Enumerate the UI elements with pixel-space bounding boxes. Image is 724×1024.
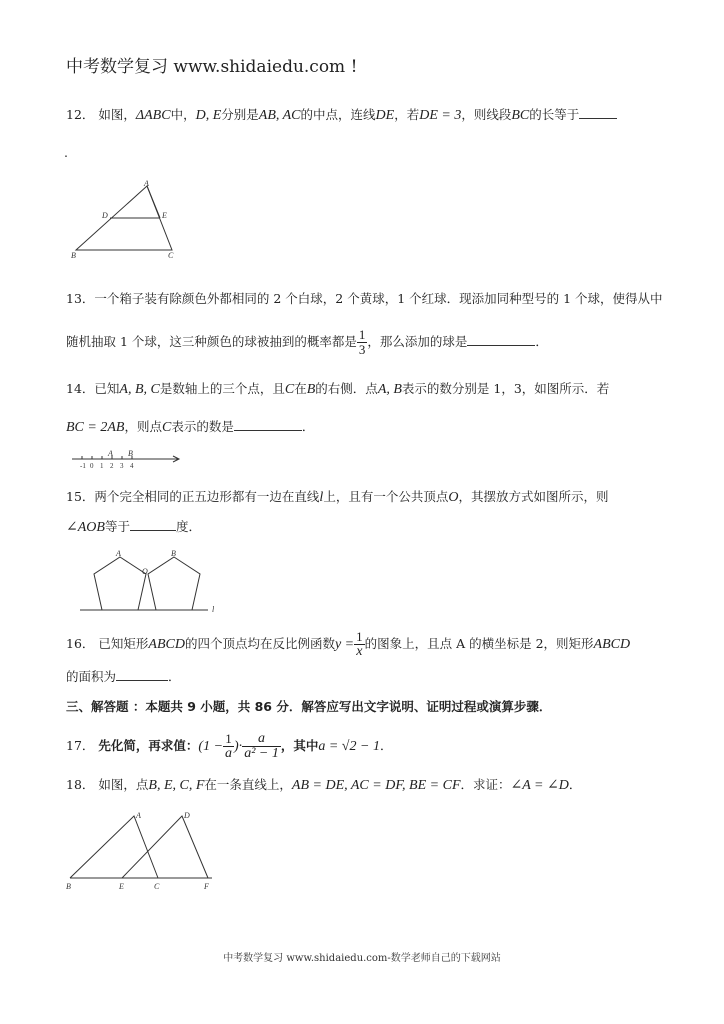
label-d: D [184,811,190,820]
q12-triangle-figure [68,178,188,264]
q15-text: 等于 [104,519,130,534]
question-13-line2 [66,328,548,357]
q14-math: A, B, C [119,382,160,397]
q12-math: DE = 3 [419,108,462,123]
question-15-line1 [66,488,608,507]
label-a: A [116,549,121,558]
q12-text: 的长等于 [529,107,580,122]
q12-text: ，若 [394,107,420,122]
frac-den: 3 [358,342,366,357]
q18-math: B, E, C, F [148,778,205,793]
q14-math: BC = 2AB [66,420,125,435]
q12-text: 中， [170,107,196,122]
q16-text: 的四个顶点均在反比例函数 [184,636,335,651]
frac-num: 1 [356,629,363,644]
q18-text: ．求证： [460,777,511,792]
q12-math: D, E [195,108,222,123]
answer-blank [579,106,617,119]
q18-text: 在一条直线上， [204,777,292,792]
fraction-a-over-a2-minus-1 [242,732,281,761]
frac-den: x [356,644,363,659]
answer-blank [116,668,168,681]
label-f: F [204,882,209,891]
label-b: B [71,251,76,260]
question-12 [66,106,617,125]
q12-text: ，则线段 [461,107,512,122]
frac-den: a² − 1 [244,746,279,761]
q13-text: ，那么添加的球是 [367,334,468,349]
fraction-one-third [357,328,368,357]
question-15-line2 [66,518,201,537]
q15-math: l [319,490,324,505]
q16-text: 的面积为 [66,669,117,684]
q15-text: 15．两个完全相同的正五边形都有一边在直线 [66,489,320,504]
q17-text: ，其中 [280,738,319,753]
q14-text: 表示的数是 [171,419,234,434]
q12-text: 的中点，连线 [300,107,376,122]
label-c: C [168,251,174,260]
q14-text: ，则点 [124,419,162,434]
q12-math: AB, AC [258,108,301,123]
q14-text: 是数轴上的三个点，且 [159,381,285,396]
label-e: E [119,882,124,891]
q17-end: ． [379,738,393,753]
axis-tick-label: 2 [110,462,114,470]
q12-math: ΔABC [135,108,171,123]
label-d: D [102,211,108,220]
triangle-abc [70,816,158,878]
q18-end: ． [568,777,582,792]
page-footer: 中考数学复习 www.shidaiedu.com-数学老师自己的下载网站 [223,953,501,964]
label-a: A [144,179,149,188]
label-e: E [162,211,167,220]
axis-tick-label: 0 [90,462,94,470]
axis-label-a: A [108,449,113,458]
axis-tick-label: 4 [130,462,134,470]
label-b: B [66,882,71,891]
axis-tick-label: 1 [100,462,104,470]
q16-math: y = [334,637,355,652]
question-14-line1 [66,380,609,399]
question-18 [66,776,581,795]
question-16-line2 [66,668,181,686]
axis-tick-label: -1 [80,462,86,470]
q14-number-line [68,446,184,472]
q18-text: 18． 如图，点 [66,777,149,792]
frac-den: a [225,746,233,761]
q14-math: C [284,382,295,397]
q17-math: a = √2 − 1 [318,739,380,754]
frac-num: a [242,732,281,747]
q14-math: A, B [377,382,402,397]
q12-math: BC [511,108,530,123]
q14-end: ． [301,419,315,434]
q15-math: O [448,490,459,505]
q15-pentagons-figure [78,548,220,614]
triangle-def [122,816,208,878]
axis-tick-label: 3 [120,462,124,470]
q13-text: 随机抽取 1 个球，这三种颜色的球被抽到的概率都是 [66,334,357,349]
question-16-line1 [66,630,630,659]
q15-math: ∠AOB [66,520,105,535]
label-o: O [142,567,148,576]
q18-math: ∠A = ∠D [510,778,569,793]
q14-math: C [161,420,172,435]
question-13-line1: 13．一个箱子装有除颜色外都相同的 2 个白球，2 个黄球，1 个红球．现添加同种型号的 1 个球，使得从中 [66,291,663,306]
q14-text: 14．已知 [66,381,120,396]
q16-text: 的图象上，且点 A 的横坐标是 2，则矩形 [364,636,594,651]
axis-ticks [80,456,134,470]
label-a: A [136,811,141,820]
q16-math: ABCD [593,637,631,652]
question-17 [66,732,392,761]
q12-end: . [64,145,68,160]
section-title: 三、解答题 ：本题共 9 小题，共 86 分．解答应写出文字说明、证明过程或演算步骤． [66,699,552,714]
frac-num: 1 [223,732,234,747]
q14-text: 的右侧．点 [315,381,378,396]
q17-math: )· [234,739,243,754]
q14-text: 表示的数分别是 1，3，如图所示．若 [401,381,610,396]
q16-end: ． [168,669,181,684]
q14-math: B [306,382,316,397]
axis-label-b: B [128,449,133,458]
fraction-one-over-a [223,732,234,761]
question-14-line2 [66,418,314,437]
q12-math: DE [375,108,395,123]
q13-end: ． [535,334,548,349]
frac-num: 1 [358,327,366,342]
label-l: l [212,605,215,614]
q14-text: 在 [294,381,307,396]
answer-blank [234,418,302,431]
label-c: C [154,882,160,891]
q15-text: 度． [175,519,201,534]
q15-text: ，其摆放方式如图所示，则 [458,489,609,504]
q12-text: 如图， [98,107,136,122]
q12-text: 分别是 [221,107,259,122]
label-b: B [171,549,176,558]
answer-blank [467,333,535,346]
fraction-one-over-x [354,630,365,659]
q18-triangles-figure [62,806,222,892]
q17-number: 17． [66,738,95,753]
q12-number: 12． [66,107,95,122]
q16-math: ABCD [148,637,185,652]
q15-text: 上，且有一个公共顶点 [323,489,449,504]
page-header: 中考数学复习 www.shidaiedu.com ! [66,57,358,77]
q16-text: 16． 已知矩形 [66,636,149,651]
right-pentagon [148,557,200,610]
segment-ae [147,186,160,218]
q18-math: AB = DE, AC = DF, BE = CF [291,778,461,793]
answer-blank [130,518,176,531]
left-pentagon [94,557,146,610]
q17-text: 先化简，再求值： [98,738,199,753]
q17-math: (1 − [198,739,224,754]
